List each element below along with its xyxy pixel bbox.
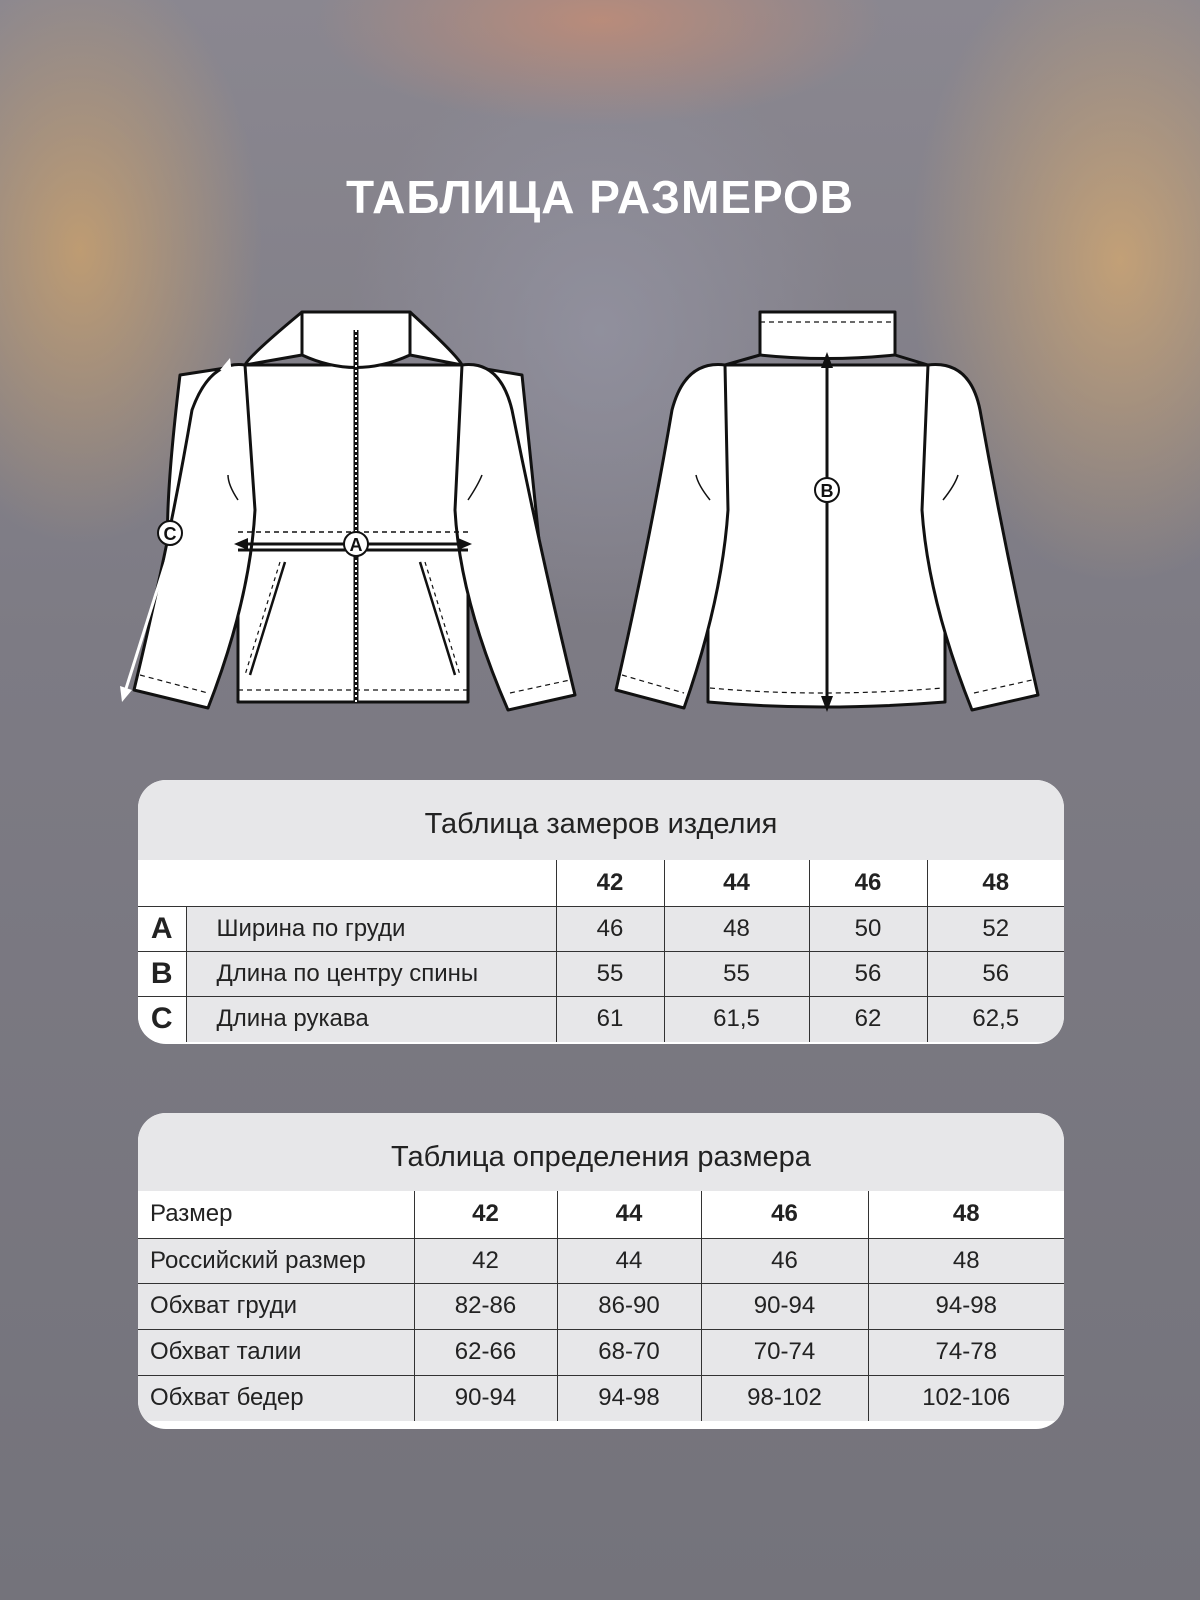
measurements-title: Таблица замеров изделия [138, 780, 1064, 860]
page-title: ТАБЛИЦА РАЗМЕРОВ [345, 171, 855, 223]
size-header: 42 [414, 1191, 557, 1238]
table-cell: 62,5 [927, 996, 1064, 1042]
measurements-header-row [138, 860, 1064, 906]
row-label: Обхват бедер [138, 1375, 414, 1421]
table-cell: 48 [664, 906, 809, 951]
table-cell: 90-94 [701, 1283, 868, 1329]
table-cell: 56 [927, 951, 1064, 996]
row-label: Обхват талии [138, 1329, 414, 1375]
table-cell: 68-70 [557, 1329, 701, 1375]
row-label: Российский размер [138, 1238, 414, 1283]
table-row [138, 951, 1064, 996]
table-cell: 98-102 [701, 1375, 868, 1421]
table-row [138, 1238, 1064, 1283]
row-label: Длина рукава [186, 996, 556, 1042]
sizing-table [138, 1191, 1064, 1421]
table-cell: 50 [809, 906, 927, 951]
size-header: 48 [927, 860, 1064, 906]
table-row [138, 1329, 1064, 1375]
table-cell: 42 [414, 1238, 557, 1283]
header-label: Размер [138, 1191, 414, 1238]
table-cell: 46 [556, 906, 664, 951]
table-cell: 44 [557, 1238, 701, 1283]
marker-b: B [820, 481, 834, 501]
table-cell: 94-98 [868, 1283, 1064, 1329]
table-cell: 102-106 [868, 1375, 1064, 1421]
table-row [138, 1283, 1064, 1329]
table-cell: 55 [556, 951, 664, 996]
sizing-title: Таблица определения размера [138, 1113, 1064, 1191]
size-header: 44 [664, 860, 809, 906]
row-label: Длина по центру спины [186, 951, 556, 996]
table-cell: 48 [868, 1238, 1064, 1283]
header-empty-cell [138, 860, 556, 906]
marker-c: C [163, 524, 177, 544]
size-header: 48 [868, 1191, 1064, 1238]
jacket-back-sketch [610, 300, 1070, 730]
row-letter: B [138, 951, 186, 996]
table-cell: 55 [664, 951, 809, 996]
row-label: Ширина по груди [186, 906, 556, 951]
size-header: 46 [701, 1191, 868, 1238]
table-cell: 61,5 [664, 996, 809, 1042]
table-cell: 82-86 [414, 1283, 557, 1329]
table-row [138, 906, 1064, 951]
measurements-table [138, 860, 1064, 1042]
size-header: 42 [556, 860, 664, 906]
sizing-card [138, 1113, 1064, 1429]
table-cell: 94-98 [557, 1375, 701, 1421]
table-cell: 56 [809, 951, 927, 996]
table-cell: 62-66 [414, 1329, 557, 1375]
table-row [138, 996, 1064, 1042]
table-cell: 52 [927, 906, 1064, 951]
size-header: 44 [557, 1191, 701, 1238]
table-cell: 62 [809, 996, 927, 1042]
marker-a: A [349, 535, 363, 555]
row-letter: A [138, 906, 186, 951]
table-cell: 70-74 [701, 1329, 868, 1375]
measurements-card [138, 780, 1064, 1044]
table-cell: 74-78 [868, 1329, 1064, 1375]
jacket-front-sketch [110, 300, 600, 730]
table-cell: 61 [556, 996, 664, 1042]
table-cell: 46 [701, 1238, 868, 1283]
row-letter: C [138, 996, 186, 1042]
table-row [138, 1375, 1064, 1421]
row-label: Обхват груди [138, 1283, 414, 1329]
table-cell: 90-94 [414, 1375, 557, 1421]
size-header: 46 [809, 860, 927, 906]
table-cell: 86-90 [557, 1283, 701, 1329]
sizing-header-row [138, 1191, 1064, 1238]
